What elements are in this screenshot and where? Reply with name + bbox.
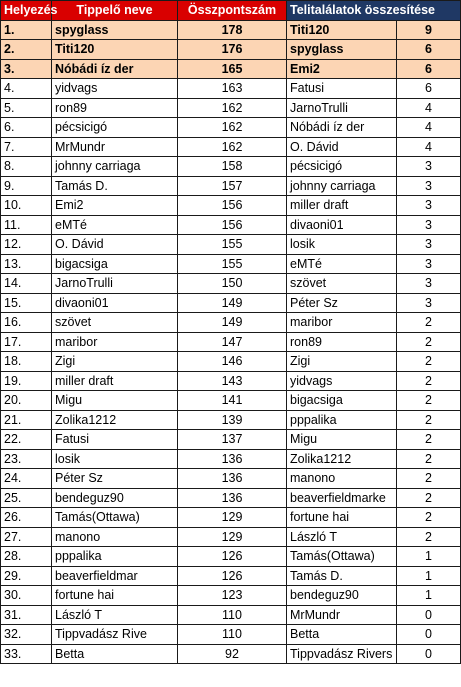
table-row xyxy=(1,176,461,196)
rank-cell[interactable]: 21. xyxy=(1,410,52,430)
tipper-name-cell[interactable]: Tamás D. xyxy=(52,176,178,196)
hits-name-cell[interactable]: Betta xyxy=(287,625,397,645)
tipper-name-cell[interactable]: O. Dávid xyxy=(52,235,178,255)
tipper-name-cell[interactable]: Migu xyxy=(52,391,178,411)
hits-name-cell[interactable]: maribor xyxy=(287,313,397,333)
hits-count-cell[interactable]: 2 xyxy=(397,332,461,352)
hits-name-cell[interactable]: Fatusi xyxy=(287,79,397,99)
points-cell[interactable]: 139 xyxy=(178,410,287,430)
points-cell[interactable]: 176 xyxy=(178,40,287,60)
rank-cell[interactable]: 4. xyxy=(1,79,52,99)
table-row xyxy=(1,508,461,528)
hits-name-cell[interactable]: Emi2 xyxy=(287,59,397,79)
hits-count-cell[interactable]: 9 xyxy=(397,20,461,40)
rank-cell[interactable]: 11. xyxy=(1,215,52,235)
points-cell[interactable]: 155 xyxy=(178,254,287,274)
header-full-hits-summary[interactable]: Telitalálatok összesítése xyxy=(287,1,461,21)
hits-count-cell[interactable]: 6 xyxy=(397,79,461,99)
hits-count-cell[interactable]: 0 xyxy=(397,644,461,664)
hits-count-cell[interactable]: 3 xyxy=(397,235,461,255)
points-cell[interactable]: 163 xyxy=(178,79,287,99)
hits-count-cell[interactable]: 2 xyxy=(397,313,461,333)
points-cell[interactable]: 136 xyxy=(178,449,287,469)
hits-name-cell[interactable]: bigacsiga xyxy=(287,391,397,411)
points-cell[interactable]: 165 xyxy=(178,59,287,79)
hits-count-cell[interactable]: 3 xyxy=(397,215,461,235)
table-row xyxy=(1,59,461,79)
hits-name-cell[interactable]: Tamás(Ottawa) xyxy=(287,547,397,567)
rank-cell[interactable]: 9. xyxy=(1,176,52,196)
hits-count-cell[interactable]: 0 xyxy=(397,625,461,645)
hits-count-cell[interactable]: 2 xyxy=(397,469,461,489)
points-cell[interactable]: 149 xyxy=(178,313,287,333)
rank-cell[interactable]: 15. xyxy=(1,293,52,313)
tipper-name-cell[interactable]: losik xyxy=(52,449,178,469)
points-cell[interactable]: 147 xyxy=(178,332,287,352)
hits-count-cell[interactable]: 2 xyxy=(397,391,461,411)
hits-name-cell[interactable]: JarnoTrulli xyxy=(287,98,397,118)
rank-cell[interactable]: 5. xyxy=(1,98,52,118)
rank-cell[interactable]: 3. xyxy=(1,59,52,79)
table-row xyxy=(1,566,461,586)
table-row xyxy=(1,98,461,118)
tipper-name-cell[interactable]: Titi120 xyxy=(52,40,178,60)
points-cell[interactable]: 129 xyxy=(178,527,287,547)
tipper-name-cell[interactable]: László T xyxy=(52,605,178,625)
table-row xyxy=(1,137,461,157)
table-row xyxy=(1,254,461,274)
tipper-name-cell[interactable]: eMTé xyxy=(52,215,178,235)
tipper-name-cell[interactable]: JarnoTrulli xyxy=(52,274,178,294)
tipper-name-cell[interactable]: ron89 xyxy=(52,98,178,118)
hits-count-cell[interactable]: 3 xyxy=(397,293,461,313)
table-row xyxy=(1,469,461,489)
tipper-name-cell[interactable]: yidvags xyxy=(52,79,178,99)
hits-count-cell[interactable]: 6 xyxy=(397,40,461,60)
hits-name-cell[interactable]: Titi120 xyxy=(287,20,397,40)
table-row xyxy=(1,332,461,352)
table-row xyxy=(1,527,461,547)
table-row xyxy=(1,20,461,40)
hits-name-cell[interactable]: Tamás D. xyxy=(287,566,397,586)
hits-count-cell[interactable]: 2 xyxy=(397,410,461,430)
hits-name-cell[interactable]: fortune hai xyxy=(287,508,397,528)
table-row xyxy=(1,371,461,391)
table-row xyxy=(1,293,461,313)
tipper-name-cell[interactable]: miller draft xyxy=(52,371,178,391)
points-cell[interactable]: 178 xyxy=(178,20,287,40)
hits-count-cell[interactable]: 3 xyxy=(397,196,461,216)
table-row xyxy=(1,157,461,177)
hits-name-cell[interactable]: miller draft xyxy=(287,196,397,216)
rank-cell[interactable]: 30. xyxy=(1,586,52,606)
points-cell[interactable]: 110 xyxy=(178,625,287,645)
points-cell[interactable]: 126 xyxy=(178,547,287,567)
rank-cell[interactable]: 20. xyxy=(1,391,52,411)
header-tipper-name[interactable]: Tippelő neve xyxy=(52,1,178,21)
points-cell[interactable]: 162 xyxy=(178,98,287,118)
tipper-name-cell[interactable]: maribor xyxy=(52,332,178,352)
table-row xyxy=(1,274,461,294)
rank-cell[interactable]: 14. xyxy=(1,274,52,294)
hits-count-cell[interactable]: 2 xyxy=(397,488,461,508)
hits-name-cell[interactable]: MrMundr xyxy=(287,605,397,625)
hits-name-cell[interactable]: Tippvadász Rivers xyxy=(287,644,397,664)
hits-name-cell[interactable]: László T xyxy=(287,527,397,547)
rank-cell[interactable]: 25. xyxy=(1,488,52,508)
hits-name-cell[interactable]: ron89 xyxy=(287,332,397,352)
tipper-name-cell[interactable]: Nóbádi íz der xyxy=(52,59,178,79)
tipper-name-cell[interactable]: Zigi xyxy=(52,352,178,372)
rank-cell[interactable]: 33. xyxy=(1,644,52,664)
points-cell[interactable]: 162 xyxy=(178,118,287,138)
points-cell[interactable]: 162 xyxy=(178,137,287,157)
table-row xyxy=(1,430,461,450)
points-cell[interactable]: 126 xyxy=(178,566,287,586)
hits-name-cell[interactable]: pécsicigó xyxy=(287,157,397,177)
standings-body xyxy=(1,20,461,664)
tipper-name-cell[interactable]: beaverfieldmar xyxy=(52,566,178,586)
rank-cell[interactable]: 26. xyxy=(1,508,52,528)
table-row xyxy=(1,215,461,235)
header-rank[interactable]: Helyezés xyxy=(1,1,52,21)
rank-cell[interactable]: 23. xyxy=(1,449,52,469)
hits-name-cell[interactable]: divaoni01 xyxy=(287,215,397,235)
hits-count-cell[interactable]: 4 xyxy=(397,118,461,138)
hits-name-cell[interactable]: Nóbádi íz der xyxy=(287,118,397,138)
hits-name-cell[interactable]: johnny carriaga xyxy=(287,176,397,196)
tipper-name-cell[interactable]: pécsicigó xyxy=(52,118,178,138)
rank-cell[interactable]: 16. xyxy=(1,313,52,333)
hits-name-cell[interactable]: manono xyxy=(287,469,397,489)
rank-cell[interactable]: 1. xyxy=(1,20,52,40)
rank-cell[interactable]: 7. xyxy=(1,137,52,157)
tipper-name-cell[interactable]: Tippvadász Rive xyxy=(52,625,178,645)
hits-name-cell[interactable]: yidvags xyxy=(287,371,397,391)
rank-cell[interactable]: 8. xyxy=(1,157,52,177)
rank-cell[interactable]: 13. xyxy=(1,254,52,274)
tipper-name-cell[interactable]: bendeguz90 xyxy=(52,488,178,508)
hits-count-cell[interactable]: 0 xyxy=(397,605,461,625)
hits-count-cell[interactable]: 1 xyxy=(397,547,461,567)
header-total-points[interactable]: Összpontszám xyxy=(178,1,287,21)
rank-cell[interactable]: 29. xyxy=(1,566,52,586)
points-cell[interactable]: 156 xyxy=(178,196,287,216)
rank-cell[interactable]: 6. xyxy=(1,118,52,138)
rank-cell[interactable]: 12. xyxy=(1,235,52,255)
hits-count-cell[interactable]: 2 xyxy=(397,527,461,547)
table-row xyxy=(1,40,461,60)
hits-count-cell[interactable]: 3 xyxy=(397,274,461,294)
points-cell[interactable]: 155 xyxy=(178,235,287,255)
tipper-name-cell[interactable]: MrMundr xyxy=(52,137,178,157)
table-row xyxy=(1,118,461,138)
hits-count-cell[interactable]: 3 xyxy=(397,157,461,177)
tipper-name-cell[interactable]: Fatusi xyxy=(52,430,178,450)
hits-name-cell[interactable]: eMTé xyxy=(287,254,397,274)
rank-cell[interactable]: 17. xyxy=(1,332,52,352)
rank-cell[interactable]: 27. xyxy=(1,527,52,547)
tipper-name-cell[interactable]: fortune hai xyxy=(52,586,178,606)
hits-count-cell[interactable]: 3 xyxy=(397,254,461,274)
hits-count-cell[interactable]: 6 xyxy=(397,59,461,79)
hits-count-cell[interactable]: 2 xyxy=(397,430,461,450)
hits-name-cell[interactable]: Zigi xyxy=(287,352,397,372)
points-cell[interactable]: 110 xyxy=(178,605,287,625)
hits-name-cell[interactable]: Migu xyxy=(287,430,397,450)
table-row xyxy=(1,391,461,411)
hits-name-cell[interactable]: Péter Sz xyxy=(287,293,397,313)
rank-cell[interactable]: 10. xyxy=(1,196,52,216)
table-row xyxy=(1,352,461,372)
table-row xyxy=(1,605,461,625)
tipper-name-cell[interactable]: bigacsiga xyxy=(52,254,178,274)
points-cell[interactable]: 136 xyxy=(178,488,287,508)
tipper-name-cell[interactable]: pppalika xyxy=(52,547,178,567)
hits-name-cell[interactable]: Zolika1212 xyxy=(287,449,397,469)
hits-name-cell[interactable]: szövet xyxy=(287,274,397,294)
hits-name-cell[interactable]: pppalika xyxy=(287,410,397,430)
hits-count-cell[interactable]: 2 xyxy=(397,371,461,391)
rank-cell[interactable]: 2. xyxy=(1,40,52,60)
tipper-name-cell[interactable]: manono xyxy=(52,527,178,547)
table-row xyxy=(1,79,461,99)
rank-cell[interactable]: 22. xyxy=(1,430,52,450)
header-row xyxy=(1,1,461,21)
table-row xyxy=(1,313,461,333)
table-row xyxy=(1,625,461,645)
hits-name-cell[interactable]: O. Dávid xyxy=(287,137,397,157)
points-cell[interactable]: 92 xyxy=(178,644,287,664)
table-row xyxy=(1,410,461,430)
hits-count-cell[interactable]: 3 xyxy=(397,176,461,196)
tipper-name-cell[interactable]: Péter Sz xyxy=(52,469,178,489)
table-row xyxy=(1,235,461,255)
hits-count-cell[interactable]: 1 xyxy=(397,566,461,586)
table-row xyxy=(1,449,461,469)
rank-cell[interactable]: 18. xyxy=(1,352,52,372)
table-row xyxy=(1,586,461,606)
points-cell[interactable]: 157 xyxy=(178,176,287,196)
rank-cell[interactable]: 24. xyxy=(1,469,52,489)
hits-count-cell[interactable]: 1 xyxy=(397,586,461,606)
tipper-name-cell[interactable]: Tamás(Ottawa) xyxy=(52,508,178,528)
rank-cell[interactable]: 32. xyxy=(1,625,52,645)
points-cell[interactable]: 123 xyxy=(178,586,287,606)
table-row xyxy=(1,196,461,216)
tipper-name-cell[interactable]: Betta xyxy=(52,644,178,664)
hits-count-cell[interactable]: 2 xyxy=(397,352,461,372)
table-row xyxy=(1,547,461,567)
table-row xyxy=(1,488,461,508)
points-cell[interactable]: 150 xyxy=(178,274,287,294)
points-cell[interactable]: 136 xyxy=(178,469,287,489)
points-cell[interactable]: 146 xyxy=(178,352,287,372)
rank-cell[interactable]: 19. xyxy=(1,371,52,391)
hits-name-cell[interactable]: losik xyxy=(287,235,397,255)
points-cell[interactable]: 143 xyxy=(178,371,287,391)
hits-name-cell[interactable]: bendeguz90 xyxy=(287,586,397,606)
hits-count-cell[interactable]: 4 xyxy=(397,137,461,157)
table-row xyxy=(1,644,461,664)
points-cell[interactable]: 149 xyxy=(178,293,287,313)
hits-count-cell[interactable]: 2 xyxy=(397,449,461,469)
points-cell[interactable]: 137 xyxy=(178,430,287,450)
points-cell[interactable]: 158 xyxy=(178,157,287,177)
tipper-name-cell[interactable]: Emi2 xyxy=(52,196,178,216)
rank-cell[interactable]: 28. xyxy=(1,547,52,567)
points-cell[interactable]: 156 xyxy=(178,215,287,235)
points-cell[interactable]: 129 xyxy=(178,508,287,528)
rank-cell[interactable]: 31. xyxy=(1,605,52,625)
hits-name-cell[interactable]: spyglass xyxy=(287,40,397,60)
tipper-name-cell[interactable]: spyglass xyxy=(52,20,178,40)
tipper-name-cell[interactable]: johnny carriaga xyxy=(52,157,178,177)
tipper-name-cell[interactable]: Zolika1212 xyxy=(52,410,178,430)
points-cell[interactable]: 141 xyxy=(178,391,287,411)
hits-name-cell[interactable]: beaverfieldmarke xyxy=(287,488,397,508)
hits-count-cell[interactable]: 2 xyxy=(397,508,461,528)
hits-count-cell[interactable]: 4 xyxy=(397,98,461,118)
tipper-name-cell[interactable]: divaoni01 xyxy=(52,293,178,313)
tipper-name-cell[interactable]: szövet xyxy=(52,313,178,333)
